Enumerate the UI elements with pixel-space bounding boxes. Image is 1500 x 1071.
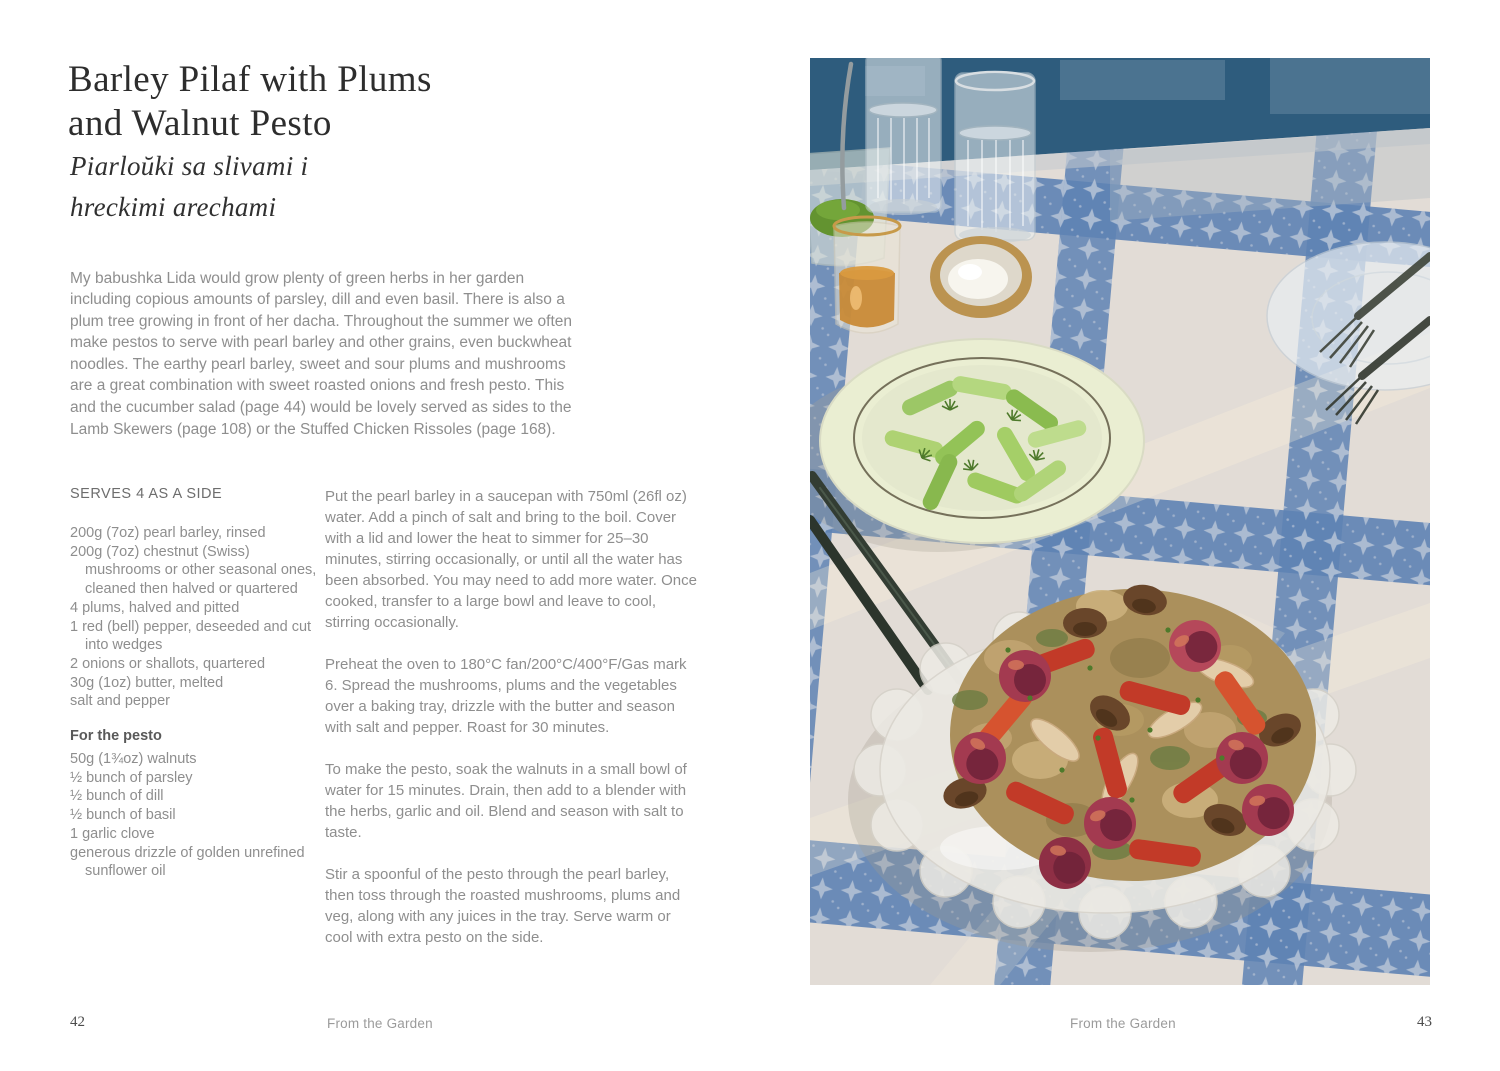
pesto-ingredient-list	[70, 750, 325, 881]
page-right	[750, 0, 1500, 1071]
pesto-ingredient-item: ½ bunch of dill	[70, 788, 164, 805]
method-paragraph: Preheat the oven to 180°C fan/200°C/400°F/Gas mark 6. Spread the mushrooms, plums and the vegetables over a baking tray, drizzle with the butter and season with salt and pepper. Roast for 30 minutes.	[325, 656, 687, 736]
pesto-ingredient-item: 1 garlic clove	[70, 825, 155, 842]
ingredient-item: 200g (7oz) chestnut (Swiss) mushrooms or other seasonal ones, cleaned then halved or quartered	[70, 543, 317, 598]
recipe-subtitle-line2: hreckimi arechami	[70, 192, 277, 222]
recipe-photo	[810, 58, 1430, 985]
ingredient-item: 30g (1oz) butter, melted	[70, 674, 224, 691]
oil-glass	[834, 217, 900, 333]
running-head-right: From the Garden	[1070, 1016, 1176, 1031]
ingredient-list	[70, 524, 325, 711]
pesto-subheading: For the pesto	[70, 728, 162, 744]
recipe-intro: My babushka Lida would grow plenty of green herbs in her garden including copious amounts of parsley, dill and even basil. There is also a plum tree growing in front of her dacha. Throughout the summer we often make pestos to serve with pearl barley and other grains, even buckwheat noodles. The earthy pearl barley, sweet and sour plums and mushrooms are a great combination with sweet roasted onions and fresh pesto. This and the cucumber salad (page 44) would be lovely served as sides to the Lamb Skewers (page 108) or the Stuffed Chicken Rissoles (page 168).	[70, 269, 573, 438]
salt-dish	[930, 236, 1032, 318]
ingredient-item: 200g (7oz) pearl barley, rinsed	[70, 525, 266, 541]
recipe-title	[68, 58, 432, 146]
pesto-ingredient-item: ½ bunch of basil	[70, 807, 176, 824]
page-number-right: 43	[1417, 1014, 1432, 1030]
water-glass-front	[955, 72, 1035, 243]
ingredient-item: 2 onions or shallots, quartered	[70, 655, 266, 672]
method-paragraph: Stir a spoonful of the pesto through the pearl barley, then toss through the roasted mushrooms, plums and veg, along with any juices in the tray. Serve warm or cool with extra pesto on the side.	[325, 866, 681, 946]
ingredient-item: salt and pepper	[70, 693, 170, 710]
running-head-left: From the Garden	[327, 1016, 433, 1031]
method-paragraph: Put the pearl barley in a saucepan with 750ml (26fl oz) water. Add a pinch of salt and bring to the boil. Cover with a lid and lower the heat to simmer for 25–30 minutes, stirring occasionally, or until all the water has been absorbed. You may need to add more water. Once cooked, transfer to a large bowl and leave to cool, stirring occasionally.	[325, 488, 697, 631]
ingredient-item: 1 red (bell) pepper, deseeded and cut into wedges	[70, 618, 312, 654]
page-number-left: 42	[70, 1014, 85, 1030]
recipe-subtitle-line1: Piarloŭki sa slivami i	[70, 151, 309, 181]
recipe-title-line1: Barley Pilaf with Plums	[68, 59, 432, 100]
method-paragraph: To make the pesto, soak the walnuts in a small bowl of water for 15 minutes. Drain, then add to a blender with the herbs, garlic and oil. Blend and season with salt to taste.	[325, 761, 687, 841]
recipe-title-line2: and Walnut Pesto	[68, 103, 332, 144]
method-column	[325, 486, 697, 969]
pesto-ingredient-item: generous drizzle of golden unrefined sunflower oil	[70, 844, 305, 880]
recipe-subtitle	[70, 146, 308, 228]
ingredient-item: 4 plums, halved and pitted	[70, 599, 240, 616]
pesto-ingredient-item: 50g (1¾oz) walnuts	[70, 751, 197, 767]
serves-label: SERVES 4 AS A SIDE	[70, 486, 223, 502]
pesto-ingredient-item: ½ bunch of parsley	[70, 769, 193, 786]
water-glass-back	[866, 58, 941, 215]
